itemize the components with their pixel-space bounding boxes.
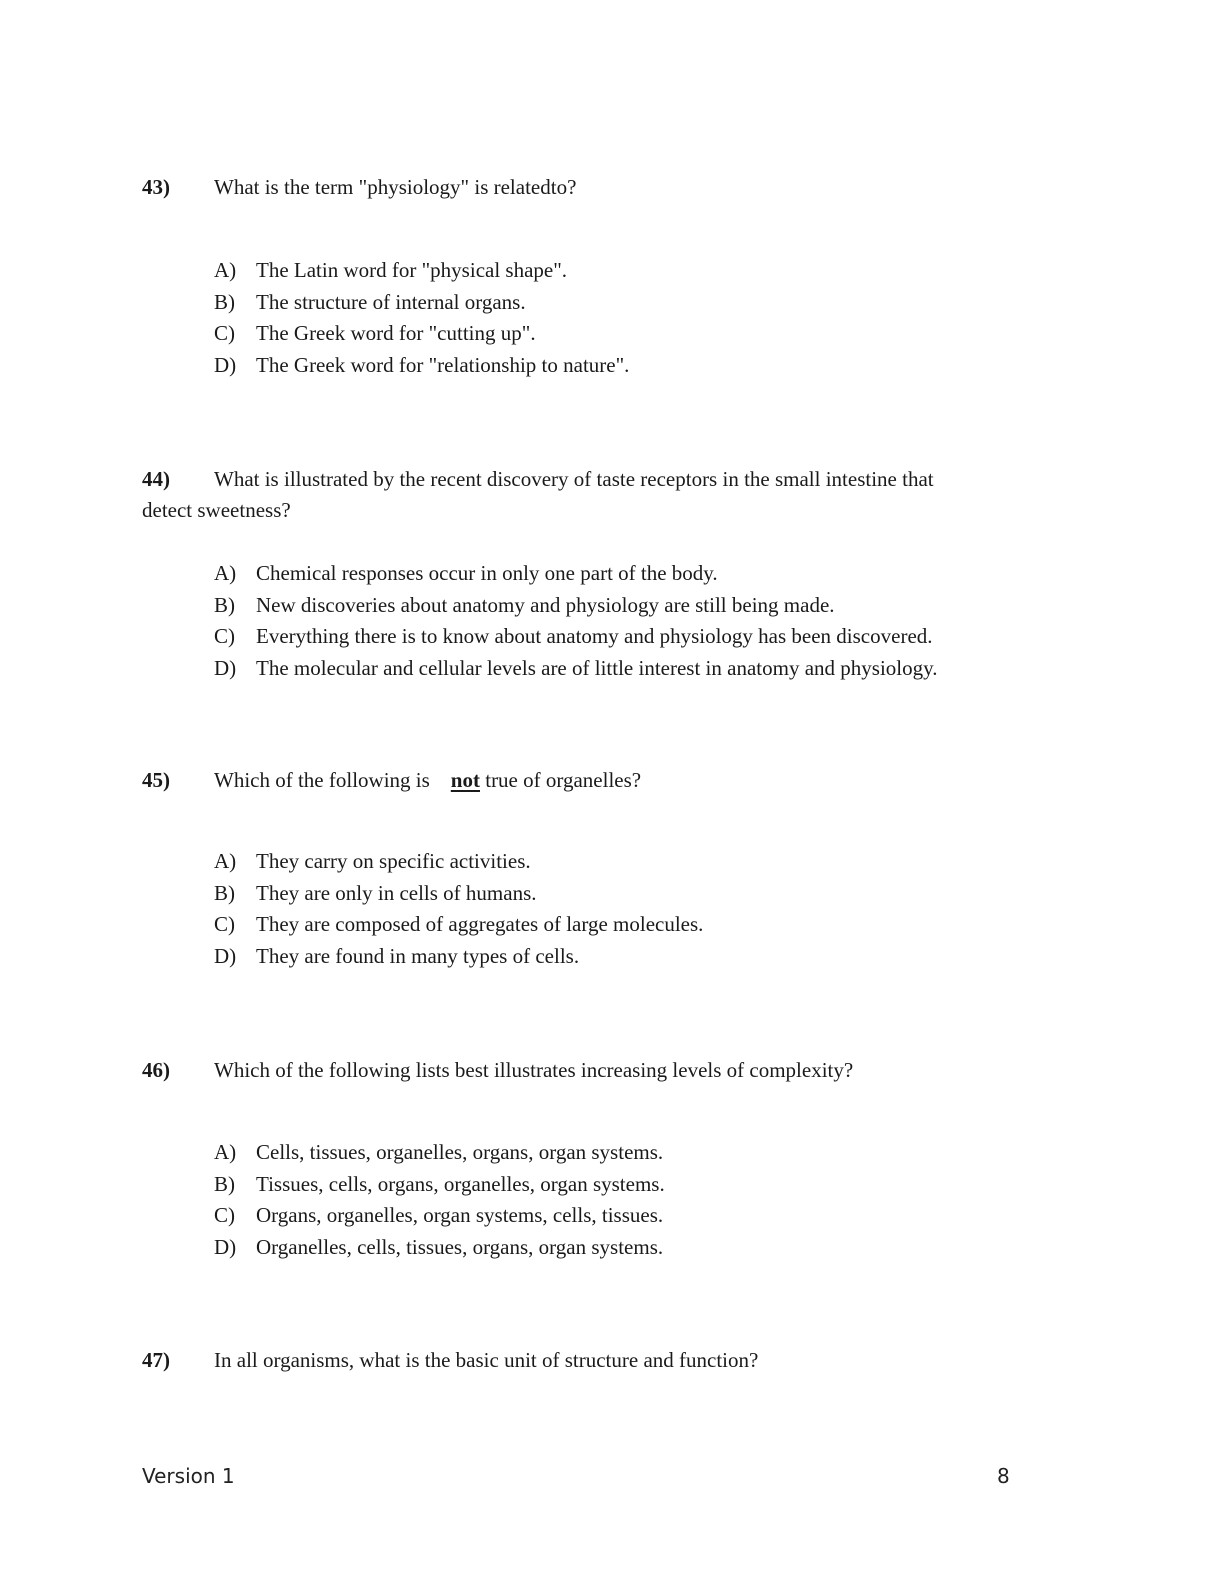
option-a xyxy=(214,846,703,878)
question-45-stem xyxy=(142,765,1042,796)
option-text: They are composed of aggregates of large molecules. xyxy=(256,912,704,936)
question-46-stem xyxy=(142,1055,1042,1086)
option-letter: B) xyxy=(214,880,235,905)
question-45 xyxy=(142,765,1042,796)
option-c xyxy=(214,1200,665,1232)
option-text: Tissues, cells, organs, organelles, organ systems. xyxy=(256,1171,665,1196)
question-45-options xyxy=(214,846,703,972)
option-b xyxy=(214,878,703,910)
question-44-options xyxy=(214,558,938,684)
option-d xyxy=(214,653,938,685)
option-a xyxy=(214,255,629,287)
option-b xyxy=(214,1169,665,1201)
question-47 xyxy=(142,1345,1042,1376)
option-letter: A) xyxy=(214,1140,237,1164)
option-text: Everything there is to know about anatomy and physiology has been discovered. xyxy=(256,624,933,648)
option-b xyxy=(214,590,938,622)
option-a xyxy=(214,1137,665,1169)
question-text: What is illustrated by the recent discovery of taste receptors in the small intestine that xyxy=(214,467,934,491)
option-letter: D) xyxy=(214,1234,237,1259)
option-text: They carry on specific activities. xyxy=(256,849,531,873)
option-letter: D) xyxy=(214,943,237,968)
footer-version: Version 1 xyxy=(142,1464,235,1488)
question-46-options xyxy=(214,1137,665,1263)
question-number: 46) xyxy=(142,1058,170,1082)
option-letter: B) xyxy=(214,592,235,617)
question-44-stem-line2: detect sweetness? xyxy=(142,498,291,522)
question-43-options xyxy=(214,255,629,381)
option-letter: C) xyxy=(214,1203,235,1227)
option-letter: C) xyxy=(214,912,235,936)
option-d xyxy=(214,1232,665,1264)
question-text-before: Which of the following is xyxy=(214,768,430,792)
option-text: New discoveries about anatomy and physiology are still being made. xyxy=(256,592,835,617)
option-b xyxy=(214,287,629,319)
option-text: The molecular and cellular levels are of little interest in anatomy and physiology. xyxy=(256,655,938,680)
option-letter: D) xyxy=(214,655,237,680)
option-text: Organs, organelles, organ systems, cells, tissues. xyxy=(256,1203,664,1227)
question-text: What is the term "physiology" is relatedto? xyxy=(214,175,577,199)
option-text: The Latin word for "physical shape". xyxy=(256,258,568,282)
question-44-stem-line1 xyxy=(142,464,1042,495)
question-44 xyxy=(142,464,1042,526)
question-text: Which of the following lists best illustrates increasing levels of complexity? xyxy=(214,1058,854,1082)
question-number: 47) xyxy=(142,1348,170,1372)
question-number: 43) xyxy=(142,175,170,199)
option-letter: A) xyxy=(214,258,237,282)
question-number: 45) xyxy=(142,768,170,792)
option-letter: C) xyxy=(214,321,235,345)
option-text: They are only in cells of humans. xyxy=(256,880,537,905)
option-d xyxy=(214,350,629,382)
option-text: The Greek word for "relationship to nature". xyxy=(256,352,630,377)
option-c xyxy=(214,318,629,350)
footer-page-number: 8 xyxy=(997,1464,1010,1488)
option-letter: D) xyxy=(214,352,237,377)
question-emphasis: not xyxy=(450,768,480,792)
option-letter: B) xyxy=(214,1171,235,1196)
option-text: Cells, tissues, organelles, organs, organ systems. xyxy=(256,1140,664,1164)
option-text: Organelles, cells, tissues, organs, organ systems. xyxy=(256,1234,664,1259)
option-letter: B) xyxy=(214,289,235,314)
option-text: Chemical responses occur in only one part of the body. xyxy=(256,561,718,585)
question-47-stem xyxy=(142,1345,1042,1376)
option-d xyxy=(214,941,703,973)
option-text: They are found in many types of cells. xyxy=(256,943,580,968)
option-text: The structure of internal organs. xyxy=(256,289,526,314)
option-text: The Greek word for "cutting up". xyxy=(256,321,536,345)
option-c xyxy=(214,621,938,653)
question-46 xyxy=(142,1055,1042,1086)
question-text-after: true of organelles? xyxy=(485,768,642,792)
option-letter: C) xyxy=(214,624,235,648)
option-letter: A) xyxy=(214,561,237,585)
question-number: 44) xyxy=(142,467,170,491)
option-c xyxy=(214,909,703,941)
option-a xyxy=(214,558,938,590)
question-43-stem xyxy=(142,172,1042,203)
question-text: In all organisms, what is the basic unit of structure and function? xyxy=(214,1348,759,1372)
option-letter: A) xyxy=(214,849,237,873)
question-43 xyxy=(142,172,1042,203)
